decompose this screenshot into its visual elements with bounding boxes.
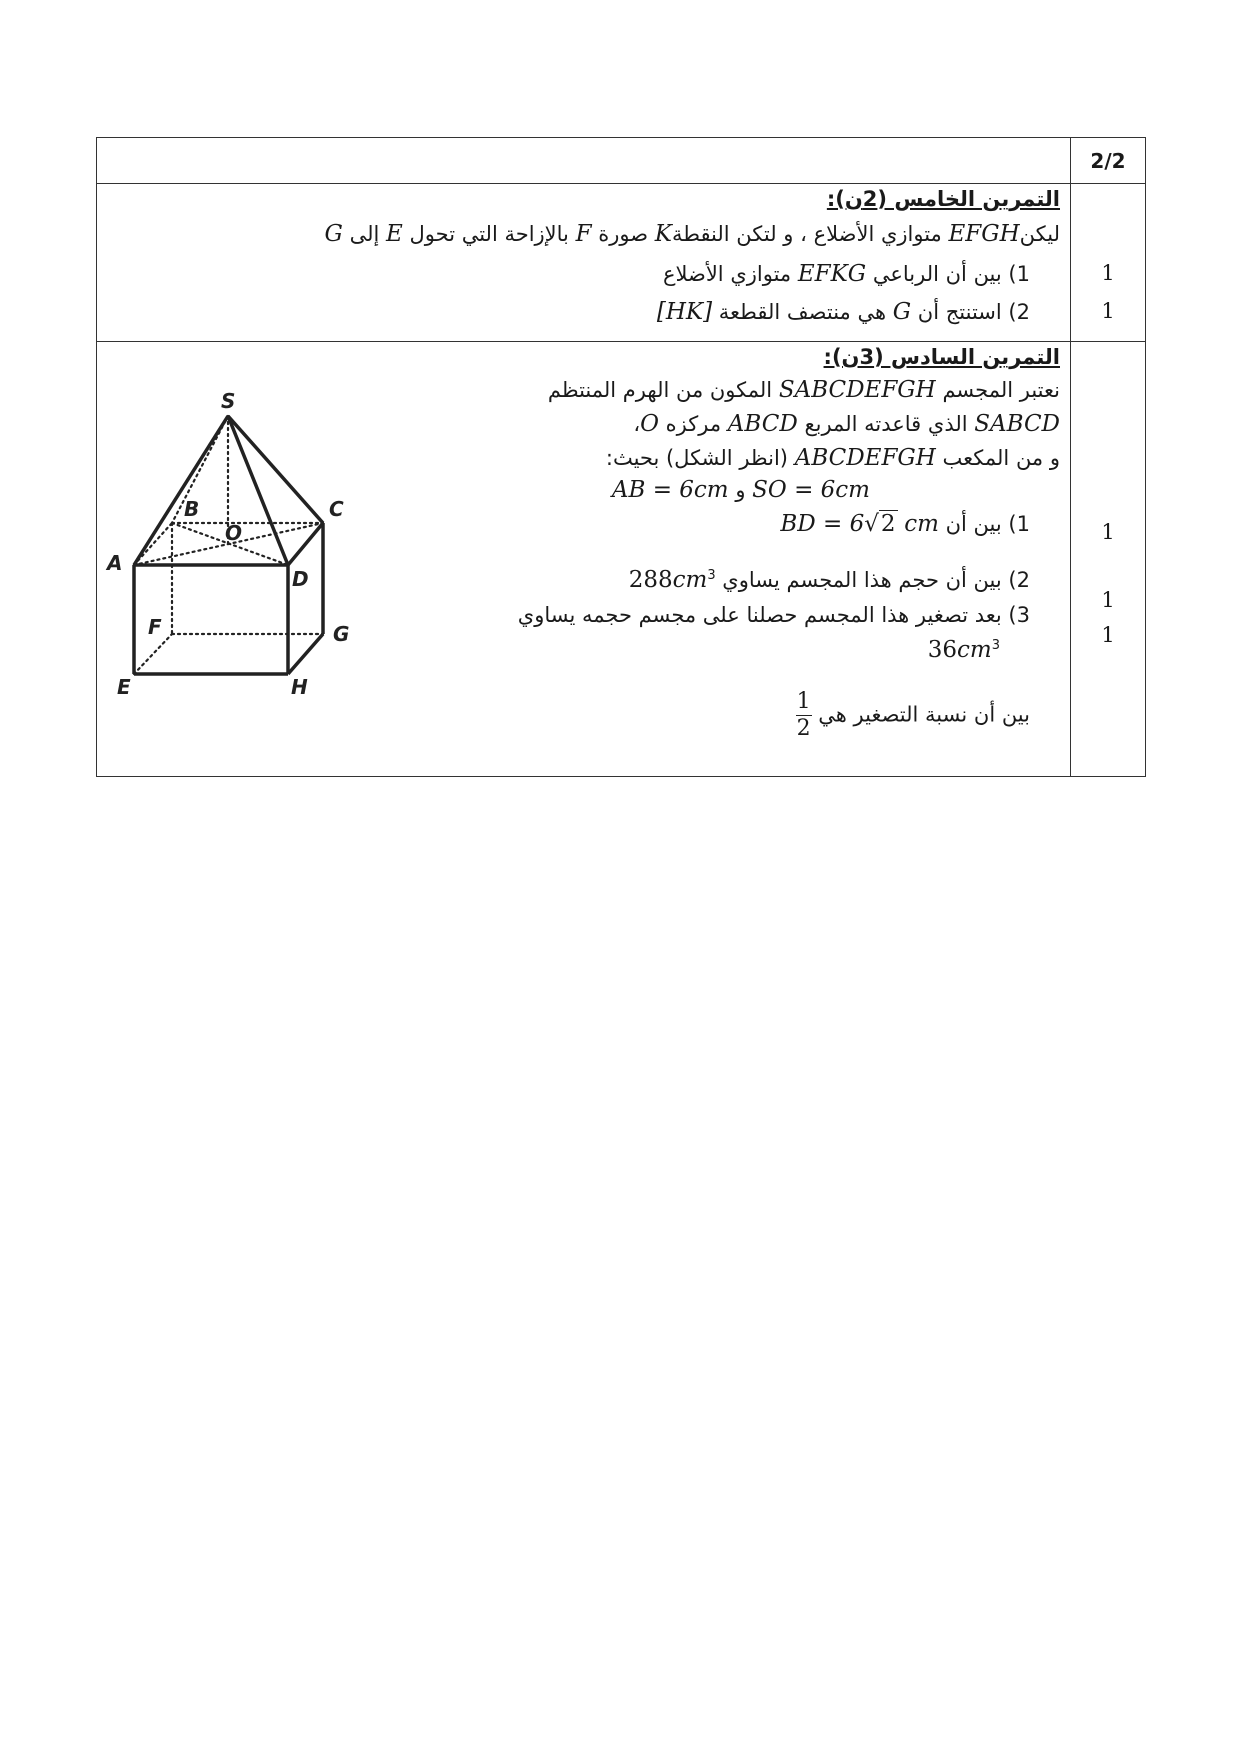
- exercise-6-question-3-ratio: بين أن نسبة التصغير هي $\frac{1}{2}$: [796, 689, 1030, 741]
- exercise-6-line-3: و من المكعب ABCDEFGH (انظر الشكل) بحيث:: [605, 445, 1060, 471]
- label-G: G: [333, 622, 350, 646]
- label-B: B: [184, 497, 200, 521]
- exercise-6-q3-points: 1: [1101, 623, 1115, 647]
- exercise-6-line-2: SABCD الذي قاعدته المربع ABCD مركزه O،: [633, 411, 1060, 437]
- pyramid-cube-figure: [97, 378, 357, 718]
- exercise-5-intro: ليكنEFGH متوازي الأضلاع ، و لتكن النقطةK صورة F بالإزاحة التي تحول E إلى G: [324, 221, 1060, 247]
- label-H: H: [291, 675, 308, 699]
- exercise-6-q2-points: 1: [1101, 588, 1115, 612]
- label-O: O: [225, 521, 243, 545]
- exercise-6-question-3-value: $36cm^3$: [927, 637, 1000, 663]
- label-A: A: [107, 551, 123, 575]
- label-D: D: [292, 567, 309, 591]
- exercise-6-question-2: 2) بين أن حجم هذا المجسم يساوي $288cm^3$: [628, 567, 1030, 593]
- exam-table: [96, 137, 1146, 777]
- label-C: C: [329, 497, 344, 521]
- page-number: 2/2: [1090, 149, 1126, 173]
- exercise-5-question-1: 1) بين أن الرباعي EFKG متوازي الأضلاع: [662, 261, 1030, 287]
- points-column-divider: [1070, 138, 1071, 776]
- exercise-5-title: التمرين الخامس (2ن):: [826, 187, 1060, 211]
- exercise-5: [97, 183, 1070, 341]
- reduction-ratio-fraction: $\frac{1}{2}$: [796, 689, 811, 741]
- exercise-5-q2-points: 1: [1101, 299, 1115, 323]
- label-S: S: [221, 389, 236, 413]
- exercise-6-line-1: نعتبر المجسم SABCDEFGH المكون من الهرم المنتظم: [547, 377, 1060, 403]
- exercise-6-question-1: 1) بين أن BD = 6√2 cm: [780, 511, 1030, 537]
- label-F: F: [148, 615, 162, 639]
- exercise-6-question-3: 3) بعد تصغير هذا المجسم حصلنا على مجسم حجمه يساوي: [517, 603, 1030, 627]
- exercise-6-line-4: SO = 6cm و AB = 6cm: [611, 477, 870, 503]
- exercise-6-q1-points: 1: [1101, 520, 1115, 544]
- exercise-5-q1-points: 1: [1101, 261, 1115, 285]
- label-E: E: [117, 675, 131, 699]
- exercise-5-question-2: 2) استنتج أن G هي منتصف القطعة [HK]: [656, 299, 1030, 325]
- exercise-6-title: التمرين السادس (3ن):: [823, 345, 1060, 369]
